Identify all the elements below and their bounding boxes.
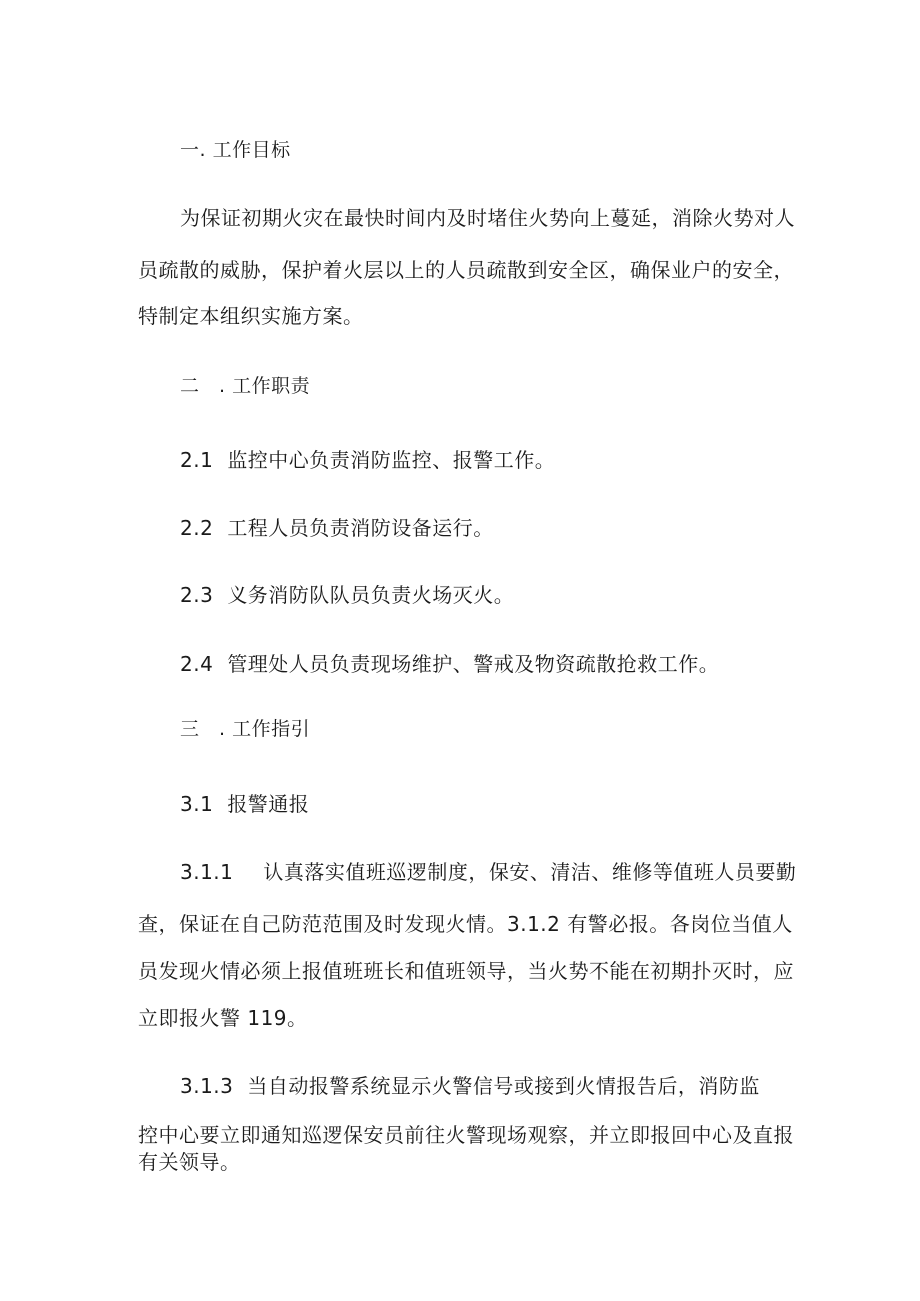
item-text: 当自动报警系统显示火警信号或接到火情报告后，消防监 xyxy=(247,1074,760,1098)
list-item xyxy=(180,514,494,542)
item-text: 义务消防队队员负责火场灭火。 xyxy=(227,583,515,607)
paragraph-line: 为保证初期火灾在最快时间内及时堵住火势向上蔓延，消除火势对人 xyxy=(180,206,795,230)
item-number: 2.4 xyxy=(180,652,214,676)
item-text: 管理处人员负责现场维护、警戒及物资疏散抢救工作。 xyxy=(227,652,720,676)
item-text: 工程人员负责消防设备运行。 xyxy=(227,516,494,540)
list-item xyxy=(180,581,514,609)
item-number: 3.1.1 xyxy=(180,860,234,884)
section-2-heading: 二 . 工作职责 xyxy=(180,375,311,397)
item-number: 2.1 xyxy=(180,448,214,472)
list-item xyxy=(180,446,555,474)
paragraph-line: 特制定本组织实施方案。 xyxy=(138,304,364,328)
paragraph-line xyxy=(180,858,796,886)
list-item xyxy=(180,650,719,678)
section-1-heading: 一. 工作目标 xyxy=(180,139,291,161)
paragraph-line: 员发现火情必须上报值班班长和值班领导，当火势不能在初期扑灭时，应 xyxy=(138,959,794,983)
section-3-heading: 三 . 工作指引 xyxy=(180,718,311,740)
item-number: 2.2 xyxy=(180,516,214,540)
paragraph-line: 员疏散的威胁，保护着火层以上的人员疏散到安全区，确保业户的安全， xyxy=(138,258,794,282)
paragraph-line: 查，保证在自己防范范围及时发现火情。3.1.2 有警必报。各岗位当值人 xyxy=(138,912,793,936)
paragraph-line: 控中心要立即通知巡逻保安员前往火警现场观察，并立即报回中心及直报 xyxy=(138,1123,794,1147)
subsection-heading xyxy=(180,790,309,818)
paragraph-line xyxy=(180,1072,760,1100)
item-number: 3.1.3 xyxy=(180,1074,234,1098)
paragraph-line: 有关领导。 xyxy=(138,1150,241,1174)
item-number: 2.3 xyxy=(180,583,214,607)
item-text: 监控中心负责消防监控、报警工作。 xyxy=(227,448,556,472)
paragraph-line: 立即报火警 119。 xyxy=(138,1006,308,1030)
item-number: 3.1 xyxy=(180,792,214,816)
item-text: 认真落实值班巡逻制度，保安、清洁、维修等值班人员要勤 xyxy=(263,860,797,884)
item-text: 报警通报 xyxy=(227,792,310,816)
